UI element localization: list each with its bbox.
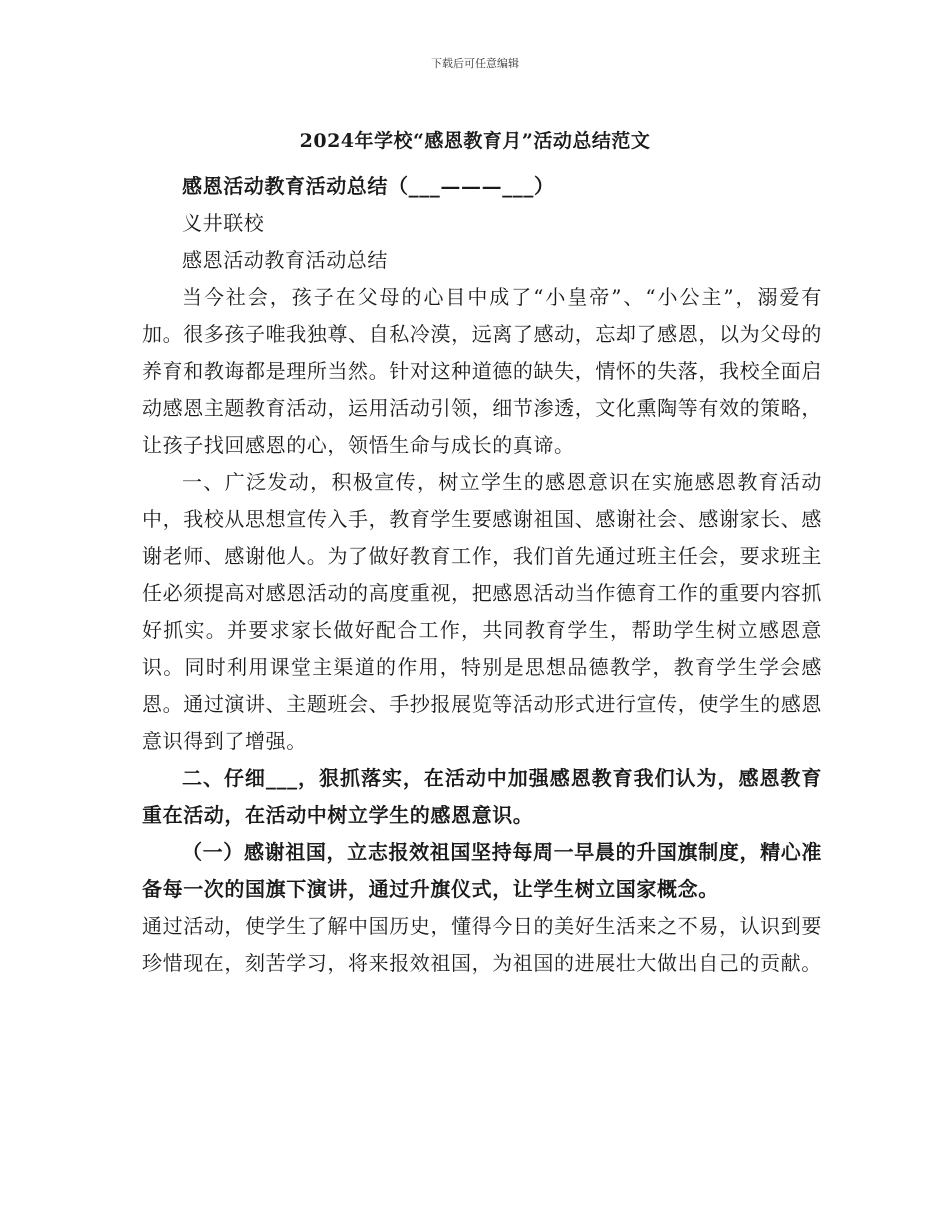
paragraph-school: 义井联校 — [182, 211, 265, 235]
paragraph-heading: 感恩活动教育活动总结 — [182, 248, 388, 272]
paragraph-intro: 当今社会，孩子在父母的心目中成了“小皇帝”、“小公主”，溺爱有加。很多孩子唯我独尊、自私冷漠，远离了感动，忘却了感恩，以为父母的养育和教诲都是理所当然。针对这种道德的缺失，情怀的失落，我校全面启动感恩主题教育活动，运用活动引领，细节渗透，文化熏陶等有效的策略，让孩子找回感恩的心，领悟生命与成长的真谛。 — [142, 285, 822, 457]
document-title: 2024年学校“感恩教育月”活动总结范文 — [299, 130, 651, 152]
paragraph-subsection-one-cont: 通过活动，使学生了解中国历史，懂得今日的美好生活来之不易，认识到要珍惜现在，刻苦学习，将来报效祖国，为祖国的进展壮大做出自己的贡献。 — [142, 914, 822, 975]
paragraph-section-one: 一、广泛发动，积极宣传，树立学生的感恩意识在实施感恩教育活动中，我校从思想宣传入手，教育学生要感谢祖国、感谢社会、感谢家长、感谢老师、感谢他人。为了做好教育工作，我们首先通过班主任会，要求班主任必须提高对感恩活动的高度重视，把感恩活动当作德育工作的重要内容抓好抓实。并要求家长做好配合工作，共同教育学生，帮助学生树立感恩意识。同时利用课堂主渠道的作用，特别是思想品德教学，教育学生学会感恩。通过演讲、主题班会、手抄报展览等活动形式进行宣传，使学生的感恩意识得到了增强。 — [142, 470, 822, 753]
paragraph-section-two: 二、仔细___，狠抓落实，在活动中加强感恩教育我们认为，感恩教育重在活动，在活动中树立学生的感恩意识。 — [142, 766, 822, 827]
header-note: 下载后可任意编辑 — [431, 57, 519, 70]
paragraph-subtitle: 感恩活动教育活动总结（___———___） — [182, 174, 555, 198]
document-body — [142, 168, 822, 982]
paragraph-subsection-one: （一）感谢祖国，立志报效祖国坚持每周一早晨的升国旗制度，精心准备每一次的国旗下演讲，通过升旗仪式，让学生树立国家概念。 — [142, 840, 822, 901]
